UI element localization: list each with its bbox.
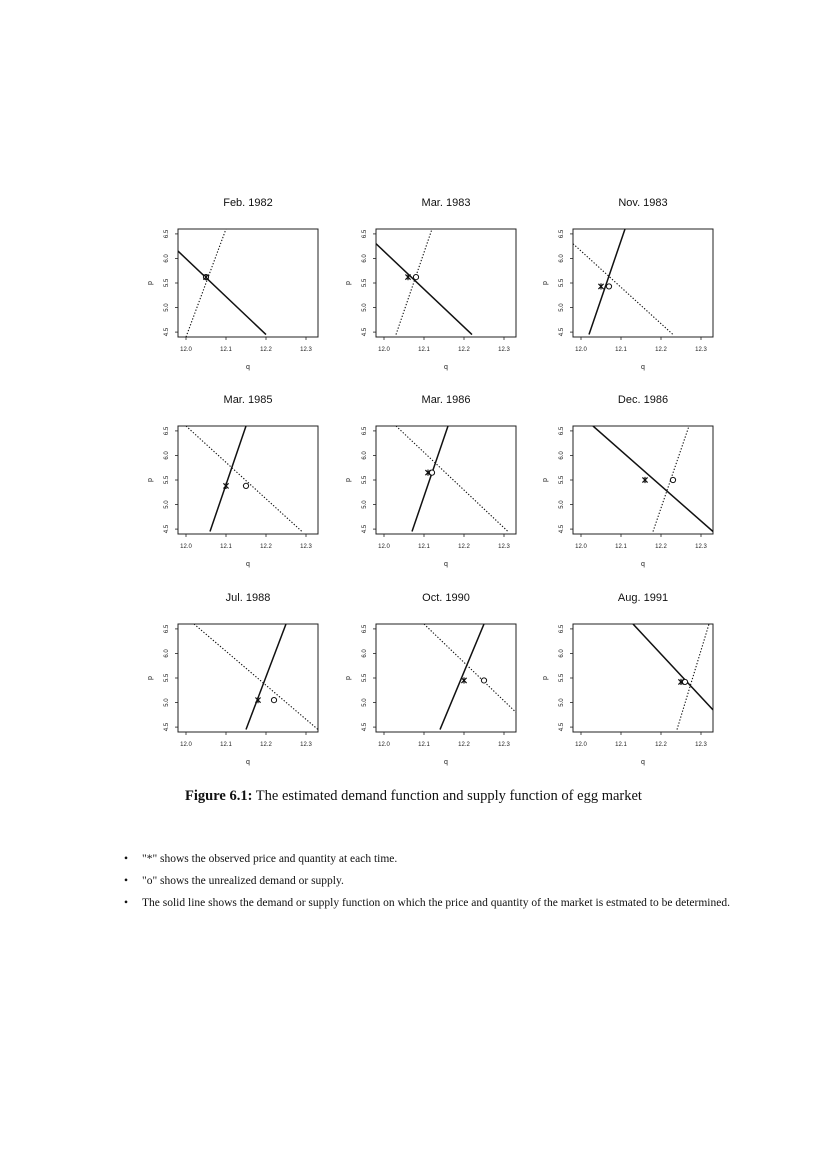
x-tick-label: 12.1 (220, 347, 232, 353)
x-tick-label: 12.3 (300, 347, 312, 353)
chart-panel (338, 390, 568, 580)
y-tick-label: 4.5 (362, 722, 368, 732)
y-axis-label: p (542, 676, 549, 680)
y-tick-label: 6.0 (164, 254, 170, 263)
chart-panel (140, 193, 370, 383)
plot-area (376, 229, 472, 335)
y-tick-label: 6.0 (559, 451, 565, 460)
chart-svg (535, 390, 765, 580)
chart-svg (140, 588, 370, 778)
dotted-function-line (396, 426, 508, 532)
x-tick-label: 12.0 (180, 544, 192, 550)
y-tick-label: 6.0 (164, 649, 170, 658)
observed-point (255, 697, 260, 703)
y-tick-label: 4.5 (164, 327, 170, 337)
chart-panel (338, 193, 568, 383)
chart-panel (535, 193, 765, 383)
y-tick-label: 5.5 (559, 673, 565, 683)
plot-frame (178, 426, 318, 534)
x-axis-label: q (444, 759, 448, 766)
y-tick-label: 6.5 (559, 229, 565, 239)
bullet-icon: • (124, 897, 129, 909)
solid-function-line (246, 624, 286, 730)
y-tick-label: 5.0 (559, 698, 565, 707)
y-axis-label: p (542, 281, 549, 285)
chart-title: Aug. 1991 (617, 592, 669, 604)
y-tick-label: 5.0 (164, 303, 170, 312)
chart-panel (535, 390, 765, 580)
chart-title: Mar. 1985 (223, 394, 273, 406)
x-tick-label: 12.2 (458, 544, 470, 550)
note-text: The solid line shows the demand or supply function on which the price and quantity of the market is estmated to be determined. (142, 897, 730, 909)
y-tick-label: 5.0 (559, 303, 565, 312)
x-tick-label: 12.0 (378, 742, 390, 748)
unrealized-point (413, 275, 418, 280)
x-tick-label: 12.3 (300, 742, 312, 748)
plot-area (194, 624, 318, 730)
y-tick-label: 4.5 (559, 327, 565, 337)
chart-title: Nov. 1983 (618, 197, 668, 209)
chart-svg (535, 588, 765, 778)
note-item (122, 874, 762, 888)
y-tick-label: 6.0 (559, 254, 565, 263)
plot-frame (376, 229, 516, 337)
chart-panel (140, 390, 370, 580)
figure-number: Figure 6.1: (185, 788, 253, 804)
chart-title: Feb. 1982 (223, 197, 273, 209)
solid-function-line (440, 624, 484, 730)
x-tick-label: 12.2 (655, 347, 667, 353)
solid-function-line (593, 426, 713, 532)
x-tick-label: 12.2 (458, 347, 470, 353)
chart-svg (140, 390, 370, 580)
y-tick-label: 4.5 (164, 524, 170, 534)
x-tick-label: 12.1 (418, 742, 430, 748)
y-tick-label: 5.0 (164, 698, 170, 707)
note-text: "*" shows the observed price and quantity at each time. (142, 853, 398, 865)
dotted-function-line (396, 229, 432, 335)
chart-title: Dec. 1986 (617, 394, 669, 406)
chart-title: Mar. 1986 (421, 394, 471, 406)
solid-function-line (589, 229, 625, 335)
plot-area (186, 426, 302, 532)
x-axis-label: q (641, 561, 645, 568)
unrealized-point (243, 483, 248, 488)
y-tick-label: 5.0 (362, 303, 368, 312)
x-tick-label: 12.3 (498, 347, 510, 353)
solid-function-line (412, 426, 448, 532)
x-axis-label: q (246, 364, 250, 371)
solid-function-line (633, 624, 713, 710)
plot-area (573, 229, 673, 335)
y-tick-label: 4.5 (362, 327, 368, 337)
x-tick-label: 12.3 (498, 742, 510, 748)
y-axis-label: p (542, 478, 549, 482)
y-tick-label: 4.5 (559, 722, 565, 732)
figure-caption-text: The estimated demand function and supply function of egg market (255, 788, 642, 804)
x-tick-label: 12.0 (180, 742, 192, 748)
solid-function-line (376, 244, 472, 335)
y-tick-label: 6.5 (164, 426, 170, 436)
unrealized-point (271, 697, 276, 702)
y-tick-label: 6.5 (362, 624, 368, 634)
x-axis-label: q (444, 364, 448, 371)
dotted-function-line (186, 229, 226, 337)
x-tick-label: 12.1 (615, 347, 627, 353)
x-tick-label: 12.0 (378, 544, 390, 550)
x-tick-label: 12.3 (498, 544, 510, 550)
y-tick-label: 5.5 (164, 475, 170, 485)
plot-frame (376, 426, 516, 534)
x-axis-label: q (444, 561, 448, 568)
y-tick-label: 5.5 (559, 475, 565, 485)
y-tick-label: 6.5 (362, 229, 368, 239)
unrealized-point (481, 678, 486, 683)
x-tick-label: 12.2 (458, 742, 470, 748)
note-item (122, 896, 762, 910)
y-axis-label: p (345, 281, 352, 285)
x-tick-label: 12.3 (695, 544, 707, 550)
plot-area (593, 426, 713, 532)
x-tick-label: 12.2 (655, 544, 667, 550)
x-tick-label: 12.1 (615, 742, 627, 748)
x-tick-label: 12.1 (615, 544, 627, 550)
x-axis-label: q (641, 759, 645, 766)
x-tick-label: 12.1 (418, 544, 430, 550)
x-axis-label: q (246, 561, 250, 568)
chart-title: Oct. 1990 (422, 592, 470, 604)
chart-panel (140, 588, 370, 778)
note-item (122, 852, 762, 866)
plot-area (396, 426, 508, 532)
notes-list (122, 852, 762, 918)
x-tick-label: 12.2 (655, 742, 667, 748)
x-tick-label: 12.2 (260, 347, 272, 353)
plot-area (424, 624, 516, 730)
observed-point (598, 283, 603, 289)
y-axis-label: p (345, 676, 352, 680)
bullet-icon: • (124, 875, 129, 887)
y-tick-label: 4.5 (164, 722, 170, 732)
chart-title: Jul. 1988 (225, 592, 271, 604)
chart-svg (338, 193, 568, 383)
plot-frame (573, 426, 713, 534)
x-axis-label: q (246, 759, 250, 766)
unrealized-point (606, 284, 611, 289)
dotted-function-line (573, 244, 673, 335)
y-tick-label: 6.0 (362, 451, 368, 460)
chart-svg (338, 390, 568, 580)
observed-point (223, 483, 228, 489)
x-tick-label: 12.0 (575, 742, 587, 748)
dotted-function-line (186, 426, 302, 532)
x-axis-label: q (641, 364, 645, 371)
chart-svg (140, 193, 370, 383)
observed-point (405, 274, 410, 280)
y-tick-label: 6.5 (164, 229, 170, 239)
y-tick-label: 6.0 (559, 649, 565, 658)
x-tick-label: 12.0 (180, 347, 192, 353)
plot-area (633, 624, 713, 730)
x-tick-label: 12.3 (300, 544, 312, 550)
x-tick-label: 12.2 (260, 544, 272, 550)
y-tick-label: 5.5 (362, 278, 368, 288)
plot-frame (178, 624, 318, 732)
plot-frame (178, 229, 318, 337)
plot-frame (573, 624, 713, 732)
plot-area (178, 229, 266, 337)
chart-panel (535, 588, 765, 778)
y-tick-label: 6.0 (362, 649, 368, 658)
x-tick-label: 12.3 (695, 742, 707, 748)
chart-title: Mar. 1983 (421, 197, 471, 209)
dotted-function-line (424, 624, 516, 712)
y-tick-label: 6.5 (362, 426, 368, 436)
unrealized-point (670, 477, 675, 482)
chart-panel (338, 588, 568, 778)
y-axis-label: p (147, 281, 154, 285)
y-tick-label: 6.5 (559, 624, 565, 634)
y-tick-label: 4.5 (559, 524, 565, 534)
y-tick-label: 6.5 (559, 426, 565, 436)
chart-svg (535, 193, 765, 383)
x-tick-label: 12.0 (378, 347, 390, 353)
x-tick-label: 12.0 (575, 347, 587, 353)
y-tick-label: 5.0 (362, 500, 368, 509)
y-axis-label: p (147, 478, 154, 482)
dotted-function-line (194, 624, 318, 730)
y-tick-label: 4.5 (362, 524, 368, 534)
y-axis-label: p (345, 478, 352, 482)
y-tick-label: 5.0 (164, 500, 170, 509)
y-tick-label: 5.5 (362, 673, 368, 683)
bullet-icon: • (124, 853, 129, 865)
y-tick-label: 5.0 (362, 698, 368, 707)
x-tick-label: 12.3 (695, 347, 707, 353)
y-tick-label: 5.0 (559, 500, 565, 509)
x-tick-label: 12.1 (220, 742, 232, 748)
note-text: "o" shows the unrealized demand or supply. (142, 875, 344, 887)
y-tick-label: 6.5 (164, 624, 170, 634)
chart-svg (338, 588, 568, 778)
solid-function-line (210, 426, 246, 532)
x-tick-label: 12.2 (260, 742, 272, 748)
y-tick-label: 5.5 (362, 475, 368, 485)
y-tick-label: 5.5 (164, 673, 170, 683)
figure-caption (0, 788, 827, 805)
y-tick-label: 5.5 (559, 278, 565, 288)
observed-point (461, 677, 466, 683)
y-tick-label: 5.5 (164, 278, 170, 288)
observed-point (642, 477, 647, 483)
y-axis-label: p (147, 676, 154, 680)
x-tick-label: 12.1 (418, 347, 430, 353)
x-tick-label: 12.1 (220, 544, 232, 550)
y-tick-label: 6.0 (362, 254, 368, 263)
x-tick-label: 12.0 (575, 544, 587, 550)
y-tick-label: 6.0 (164, 451, 170, 460)
